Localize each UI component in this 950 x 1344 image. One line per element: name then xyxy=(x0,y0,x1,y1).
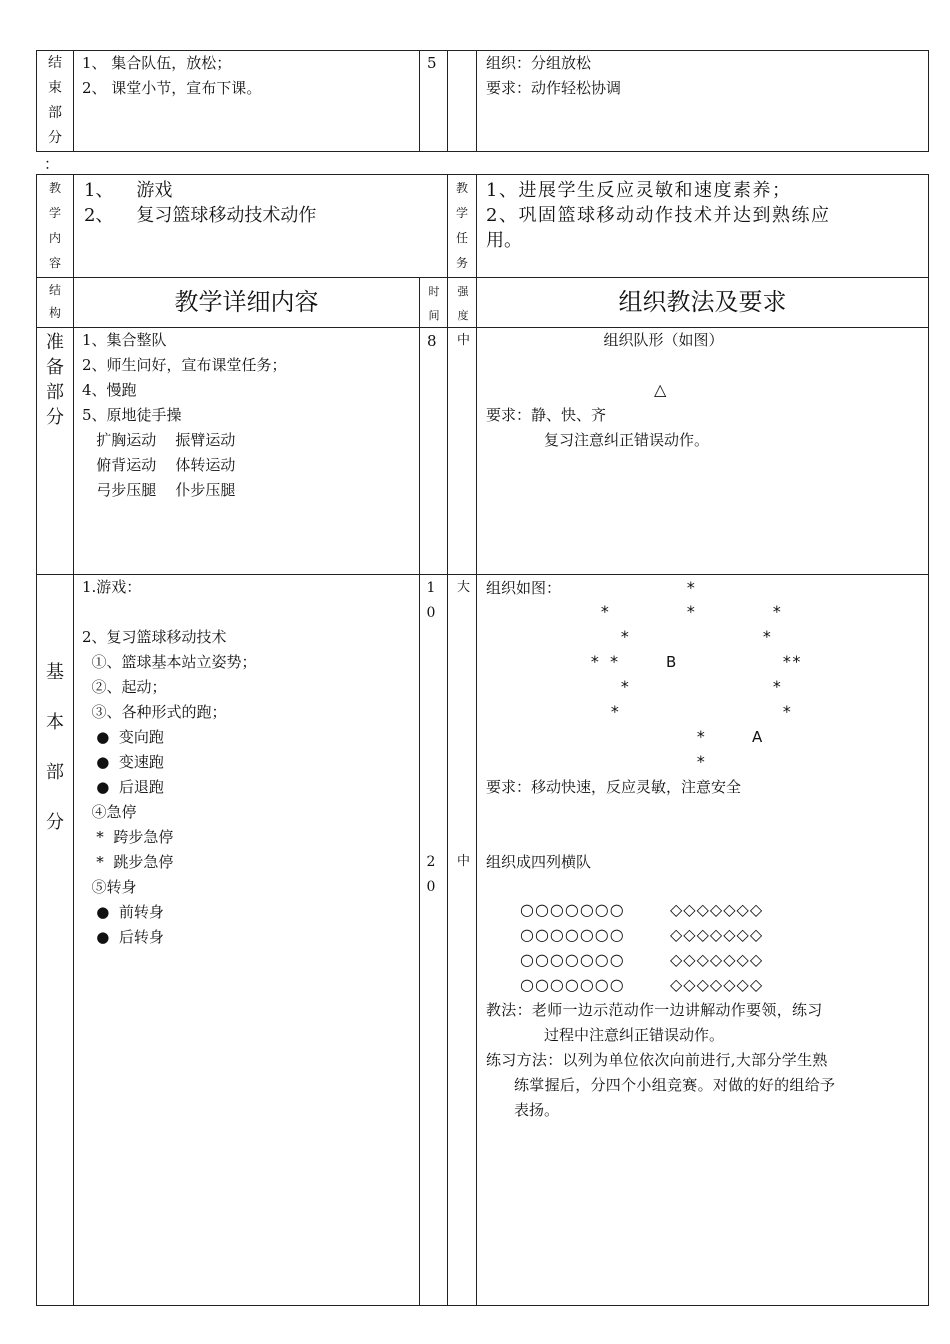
task-line: 用。 xyxy=(486,230,522,251)
prep-item: 弓步压腿 仆步压腿 xyxy=(82,481,236,499)
circle-row: ○○○○○○○ xyxy=(520,975,625,994)
time-heading: 时 间 xyxy=(428,285,440,322)
end-time: 5 xyxy=(427,54,437,72)
practice-method: 练习方法：以列为单位依次向前进行,大部分学生熟 xyxy=(486,1051,828,1069)
end-org-line: 组织：分组放松 xyxy=(486,54,592,72)
circle-row: ○○○○○○○ xyxy=(520,925,625,944)
basic-item: ● 前转身 xyxy=(82,903,164,921)
player-label-b: B xyxy=(666,653,677,671)
basic-intensity-2: 中 xyxy=(457,854,471,869)
prep-time: 8 xyxy=(427,332,437,350)
basic-item: * 跳步急停 xyxy=(82,853,174,871)
player-star: * xyxy=(762,627,772,646)
basic-time-2: 2 0 xyxy=(426,854,436,895)
prep-item: 1、集合整队 xyxy=(82,331,167,349)
prep-intensity: 中 xyxy=(457,333,471,348)
game-requirement: 要求：移动快速，反应灵敏，注意安全 xyxy=(486,778,742,796)
header-content-line: 1、 游戏 xyxy=(84,180,173,201)
prep-requirement: 要求：静、快、齐 xyxy=(486,406,607,424)
basic-item: ④急停 xyxy=(82,803,137,821)
player-star: * * xyxy=(590,652,619,671)
prep-item: 5、原地徒手操 xyxy=(82,406,182,424)
diamond-row: ◇◇◇◇◇◇◇ xyxy=(670,950,764,969)
basic-item: * 跨步急停 xyxy=(82,828,174,846)
player-label-a: A xyxy=(752,728,763,746)
prep-item: 俯背运动 体转运动 xyxy=(82,456,236,474)
player-star: * xyxy=(600,602,610,621)
practice-method: 练掌握后，分四个小组竞赛。对做的好的组给予 xyxy=(514,1076,836,1094)
player-star: * xyxy=(620,677,630,696)
circle-row: ○○○○○○○ xyxy=(520,950,625,969)
org-heading: 组织教法及要求 xyxy=(618,288,787,316)
basic-item: 1.游戏： xyxy=(82,578,142,596)
header-content-line: 2、 复习篮球移动技术动作 xyxy=(84,205,317,226)
prep-item: 4、慢跑 xyxy=(82,381,137,399)
diamond-row: ◇◇◇◇◇◇◇ xyxy=(670,975,764,994)
player-star: * xyxy=(686,578,696,597)
player-star: * xyxy=(782,702,792,721)
circle-row: ○○○○○○○ xyxy=(520,900,625,919)
task-line: 2、巩固篮球移动动作技术并达到熟练应 xyxy=(486,205,831,226)
basic-item: ● 变速跑 xyxy=(82,753,164,771)
player-star: * xyxy=(686,602,696,621)
end-content-line: 1、 集合队伍，放松； xyxy=(82,54,232,72)
player-star: * xyxy=(696,752,706,771)
intensity-heading: 强 度 xyxy=(457,285,469,322)
diamond-row: ◇◇◇◇◇◇◇ xyxy=(670,925,764,944)
prep-item: 扩胸运动 振臂运动 xyxy=(82,431,236,449)
basic-item: ● 后转身 xyxy=(82,928,164,946)
end-content-line: 2、 课堂小节，宣布下课。 xyxy=(82,79,262,97)
task-label: 教 学 任 务 xyxy=(455,181,468,270)
game-org-title: 组织如图： xyxy=(486,579,562,597)
basic-item: 2、复习篮球移动技术 xyxy=(82,628,227,646)
basic-item: ● 后退跑 xyxy=(82,778,164,796)
player-star: * xyxy=(610,702,620,721)
triangle-icon: △ xyxy=(654,380,668,399)
formation-title: 组织成四列横队 xyxy=(486,853,592,871)
basic-time-1: 1 0 xyxy=(426,580,436,621)
teaching-method: 过程中注意纠正错误动作。 xyxy=(544,1026,725,1044)
teaching-method: 教法：老师一边示范动作一边讲解动作要领，练习 xyxy=(486,1001,823,1019)
colon-mark: ： xyxy=(44,155,60,173)
structure-heading: 结 构 xyxy=(48,283,61,320)
basic-item: ②、起动； xyxy=(82,678,167,696)
prep-formation-title: 组织队形（如图） xyxy=(603,331,724,349)
content-label: 教 学 内 容 xyxy=(48,181,61,270)
end-org-line: 要求：动作轻松协调 xyxy=(486,79,622,97)
basic-intensity-1: 大 xyxy=(457,580,471,595)
basic-label: 基 本 部 分 xyxy=(46,662,64,833)
basic-item: ⑤转身 xyxy=(82,878,137,896)
player-star: * xyxy=(620,627,630,646)
player-star: * xyxy=(772,677,782,696)
prep-requirement-2: 复习注意纠正错误动作。 xyxy=(544,431,710,449)
player-star: * xyxy=(696,727,706,746)
detail-heading: 教学详细内容 xyxy=(174,288,319,316)
task-line: 1、进展学生反应灵敏和速度素养； xyxy=(486,180,792,201)
end-section-label: 结 束 部 分 xyxy=(48,55,62,146)
player-star: * xyxy=(772,602,782,621)
practice-method: 表扬。 xyxy=(514,1101,560,1119)
basic-item: ①、篮球基本站立姿势； xyxy=(82,653,257,671)
basic-item: ③、各种形式的跑； xyxy=(82,703,227,721)
player-star: ** xyxy=(782,652,802,671)
prep-label: 准 备 部 分 xyxy=(46,332,64,428)
basic-item: ● 变向跑 xyxy=(82,728,164,746)
diamond-row: ◇◇◇◇◇◇◇ xyxy=(670,900,764,919)
prep-item: 2、师生问好，宣布课堂任务； xyxy=(82,356,287,374)
